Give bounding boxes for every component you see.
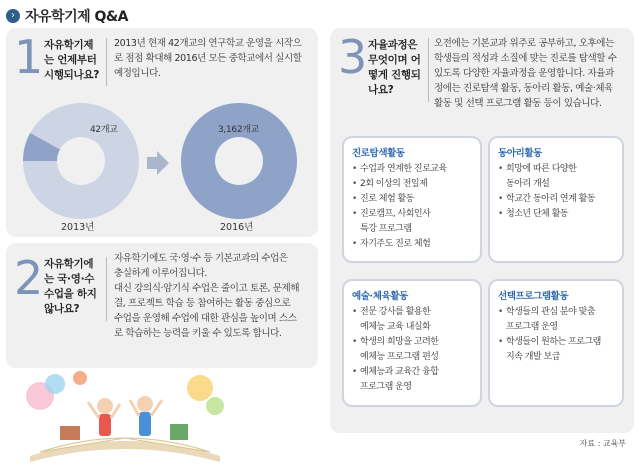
- divider: [106, 257, 107, 321]
- activity-item: • 학교간 동아리 연계 활동: [498, 192, 616, 207]
- donut-2016-schools: [181, 103, 297, 219]
- q3-answer-line: 있도록 다양한 자율과정을 운영합니다. 자율과: [434, 68, 614, 79]
- q2-answer: [114, 251, 314, 341]
- q2-question: [44, 257, 97, 317]
- q1-panel: [6, 28, 318, 237]
- activity-item: • 학생들이 원하는 프로그램 지속 개발 보급: [498, 335, 616, 365]
- activity-item: • 진로캠프, 사회인사 특강 프로그램: [352, 207, 474, 237]
- box-title: 예술·체육활동: [352, 291, 408, 302]
- career-activity-box: [342, 136, 482, 263]
- source-note: 자료 : 교육부: [579, 439, 626, 448]
- donut-2016-year-label: 2016년: [220, 222, 254, 233]
- q3-answer: [434, 36, 630, 111]
- box-title: 진로탐색활동: [352, 148, 405, 159]
- q1-question-line: 시행되나요?: [44, 69, 100, 81]
- activity-item: • 청소년 단체 활동: [498, 207, 616, 222]
- q1-answer-line: 2013년 현재 42개교의 연구학교 운영을 시작으: [114, 38, 302, 49]
- activity-item: • 학생들의 관심 분야 맞춤 프로그램 운영: [498, 305, 616, 335]
- activity-item: • 진로 체험 활동: [352, 192, 474, 207]
- activity-item: • 2회 이상의 전일제: [352, 177, 474, 192]
- q1-answer-line: 로 점점 확대해 2016년 모든 중학교에서 실시할: [114, 53, 302, 64]
- activity-item: • 자기주도 진로 체험: [352, 237, 474, 252]
- activity-item: • 예체능과 교육간 융합 프로그램 운영: [352, 365, 474, 395]
- q1-question-line: 는 언제부터: [44, 54, 97, 66]
- activity-list: [352, 162, 474, 252]
- q1-answer-line: 예정입니다.: [114, 68, 161, 79]
- activity-item: • 희망에 따른 다양한 동아리 개설: [498, 162, 616, 192]
- q2-question-line: 않나요?: [44, 303, 80, 315]
- q1-question-line: 자유학기제: [44, 39, 94, 51]
- activity-item: • 학생의 희망을 고려한 예체능 프로그램 편성: [352, 335, 474, 365]
- enrollment-donut-chart: [6, 28, 318, 237]
- chevron-right-icon: ›: [6, 9, 20, 23]
- donut-2013-value-label: 42개교: [90, 125, 118, 135]
- students-book-illustration: [20, 366, 230, 466]
- q2-answer-line: 대신 강의식·암기식 수업은 줄이고 토론, 문제해: [114, 283, 300, 294]
- box-title: 선택프로그램활동: [498, 291, 569, 302]
- q3-answer-line: 오전에는 기본교과 위주로 공부하고, 오후에는: [434, 38, 614, 49]
- q3-question-line: 무엇이며 어: [368, 54, 421, 66]
- q2-answer-line: 수업을 운영해 수업에 대한 관심을 높이며 스스: [114, 313, 297, 324]
- q3-question: [368, 38, 421, 98]
- q3-answer-line: 학생들의 적성과 소질에 맞는 진로를 탐색할 수: [434, 53, 617, 64]
- q3-number: 3: [338, 30, 368, 84]
- activity-list: [498, 305, 616, 365]
- q3-question-line: 떻게 진행되: [368, 69, 421, 81]
- activity-item: • 전문 강사를 활용한 예체능 교육 내실화: [352, 305, 474, 335]
- donut-2013-year-label: 2013년: [61, 222, 95, 233]
- q2-question-line: 는 국·영·수: [44, 273, 95, 285]
- arrow-right-icon: [147, 151, 169, 175]
- page-title: 자유학기제 Q&A: [25, 9, 128, 25]
- activity-list: [498, 162, 616, 222]
- q2-answer-line: 충실하게 이루어집니다.: [114, 268, 208, 279]
- q3-panel: [330, 28, 634, 433]
- q2-question-line: 자유학기에: [44, 258, 94, 270]
- q3-answer-line: 정에는 진로탐색 활동, 동아리 활동, 예술·체육: [434, 83, 613, 94]
- q3-question-line: 나요?: [368, 84, 394, 96]
- activity-item: • 수업과 연계한 진로교육: [352, 162, 474, 177]
- donut-2016-value-label: 3,162개교: [218, 125, 260, 135]
- activity-list: [352, 305, 474, 395]
- divider: [428, 38, 429, 102]
- q1-number: 1: [14, 30, 44, 84]
- q2-answer-line: 자유학기에도 국·영·수 등 기본교과의 수업은: [114, 253, 288, 264]
- q3-answer-line: 활동 및 선택 프로그램 활동 등이 있습니다.: [434, 98, 602, 109]
- q2-number: 2: [14, 251, 44, 305]
- q2-question-line: 수업을 하지: [44, 288, 97, 300]
- q3-question-line: 자율과정은: [368, 39, 418, 51]
- arts-sports-activity-box: [342, 279, 482, 407]
- club-activity-box: [488, 136, 624, 263]
- q2-answer-line: 결, 프로젝트 학습 등 참여하는 활동 중심으로: [114, 298, 291, 309]
- elective-program-box: [488, 279, 624, 407]
- page-header: [6, 6, 128, 26]
- box-title: 동아리활동: [498, 148, 542, 159]
- q2-panel: [6, 243, 318, 368]
- q2-answer-line: 로 학습하는 능력을 키울 수 있도록 합니다.: [114, 328, 282, 339]
